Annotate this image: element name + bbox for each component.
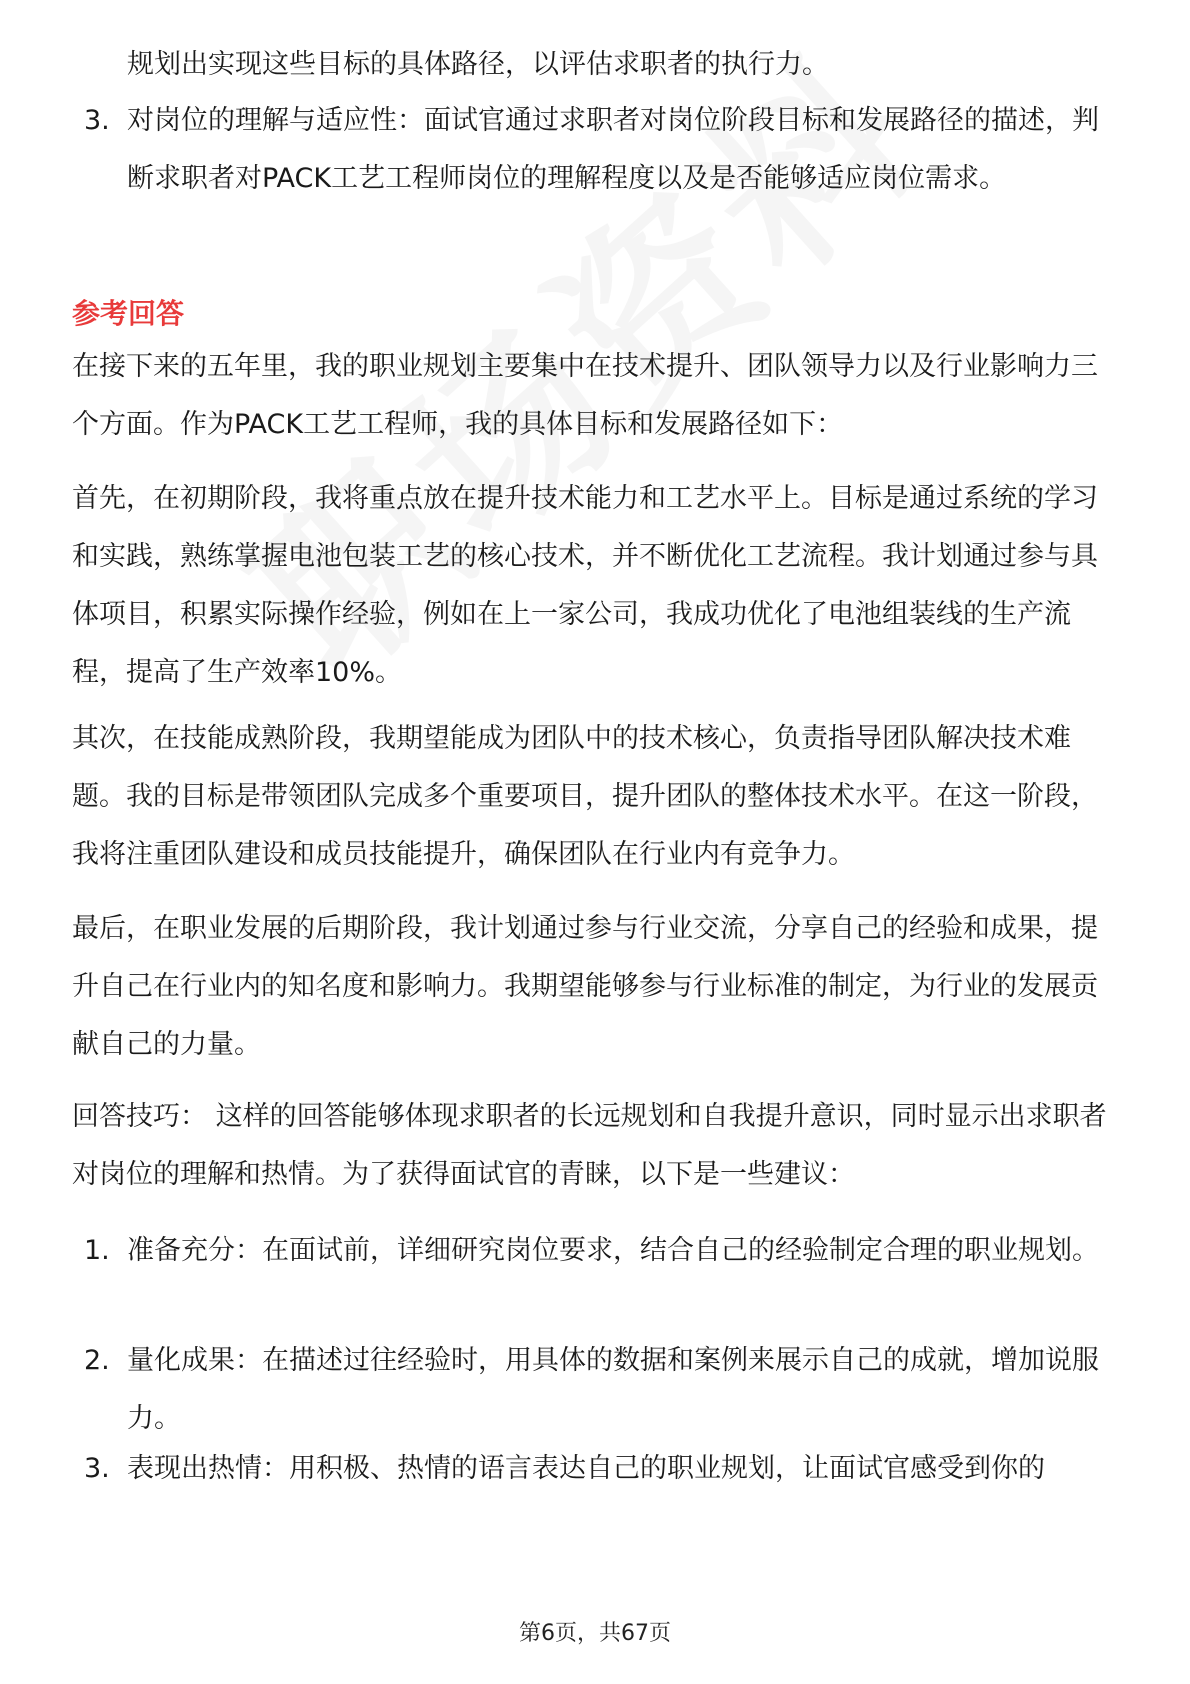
paragraph-second-stage: 其次，在技能成熟阶段，我期望能成为团队中的技术核心，负责指导团队解决技术难题。我的目标是带领团队完成多个重要项目，提升团队的整体技术水平。在这一阶段，我将注重团队建设和成员技能提升，确保团队在行业内有竞争力。	[72, 723, 1098, 870]
paragraph-final-stage: 最后，在职业发展的后期阶段，我计划通过参与行业交流，分享自己的经验和成果，提升自己在行业内的知名度和影响力。我期望能够参与行业标准的制定，为行业的发展贡献自己的力量。	[72, 913, 1098, 1060]
page-footer: 第6页，共67页	[519, 1621, 671, 1646]
paragraph-intro: 在接下来的五年里，我的职业规划主要集中在技术提升、团队领导力以及行业影响力三个方面。作为PACK工艺工程师，我的具体目标和发展路径如下：	[72, 351, 1098, 440]
list-item-text: 规划出实现这些目标的具体路径，以评估求职者的执行力。	[127, 49, 829, 80]
list-item-text: 对岗位的理解与适应性：面试官通过求职者对岗位阶段目标和发展路径的描述，判断求职者对PACK工艺工程师岗位的理解程度以及是否能够适应岗位需求。	[127, 105, 1099, 194]
list-item-number: 3.	[84, 105, 110, 136]
tip-list-item-2	[72, 1332, 1124, 1448]
criteria-list-item-3	[72, 92, 1124, 208]
list-item-continuation	[72, 36, 1124, 94]
tip-list-item-3	[72, 1440, 1124, 1498]
section-heading: 参考回答	[72, 297, 185, 330]
list-item-text: 准备充分：在面试前，详细研究岗位要求，结合自己的经验制定合理的职业规划。	[127, 1235, 1099, 1266]
paragraph-tips: 回答技巧： 这样的回答能够体现求职者的长远规划和自我提升意识，同时显示出求职者对岗位的理解和热情。为了获得面试官的青睐，以下是一些建议：	[72, 1101, 1107, 1190]
list-item-number: 3.	[84, 1453, 110, 1484]
tip-list-item-1	[72, 1222, 1124, 1280]
list-item-text: 量化成果：在描述过往经验时，用具体的数据和案例来展示自己的成就，增加说服力。	[127, 1345, 1099, 1434]
list-item-number: 1.	[84, 1235, 110, 1266]
list-item-number: 2.	[84, 1345, 110, 1376]
paragraph-first-stage: 首先，在初期阶段，我将重点放在提升技术能力和工艺水平上。目标是通过系统的学习和实践，熟练掌握电池包装工艺的核心技术，并不断优化工艺流程。我计划通过参与具体项目，积累实际操作经验，例如在上一家公司，我成功优化了电池组装线的生产流程，提高了生产效率10%。	[72, 483, 1098, 688]
list-item-text: 表现出热情：用积极、热情的语言表达自己的职业规划，让面试官感受到你的	[127, 1453, 1045, 1484]
